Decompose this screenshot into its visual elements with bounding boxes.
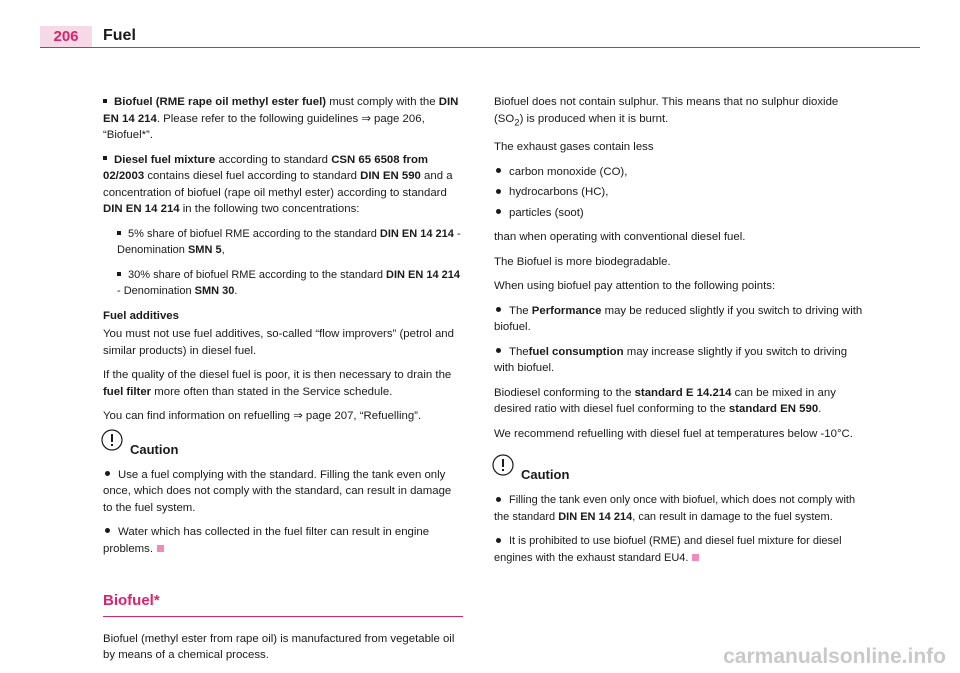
biofuel-paragraph: Biofuel (methyl ester from rape oil) is manufactured from vegetable oil by means of a chemical process. (103, 632, 455, 661)
text: may increase slightly if you switch to driving with biofuel. (494, 345, 848, 375)
square-bullet-icon (103, 156, 107, 160)
text: may be reduced slightly if you switch to driving with biofuel. (494, 304, 863, 334)
section-divider (103, 616, 463, 617)
warning-icon (101, 429, 123, 451)
sulphur-paragraph (494, 94, 864, 131)
text: - Denomination (117, 285, 195, 297)
bullet-biofuel-rme (103, 94, 463, 144)
standard-ref: CSN 65 6508 from 02/2003 (103, 153, 429, 182)
fuel-filter-paragraph (103, 367, 463, 400)
text: 30% share of biofuel RME according to the standard (128, 268, 387, 281)
text: and a concentration of biofuel (rape oil methyl ester) according to standard (103, 170, 453, 199)
left-column (103, 94, 463, 672)
subheading-fuel-additives (103, 308, 463, 325)
warning-icon (492, 454, 514, 476)
square-bullet-icon (117, 231, 121, 235)
point-performance (494, 303, 864, 336)
round-bullet-icon (105, 528, 110, 533)
list-item (494, 184, 864, 201)
bold-term: fuel filter (103, 385, 152, 398)
subheading-text: Fuel additives (103, 309, 179, 322)
text: hydrocarbons (HC), (509, 186, 609, 199)
standard-ref: DIN EN 590 (360, 170, 421, 182)
end-marker-icon (692, 554, 699, 561)
text: . (234, 285, 238, 297)
right-column (494, 94, 864, 574)
refuelling-link-paragraph: You can find information on refuelling ⇒ page 207, “Refuelling”. (103, 410, 422, 422)
standard-ref: DIN EN 14 214 (386, 268, 461, 281)
point-consumption (494, 344, 864, 377)
bullet-title: Biofuel (RME rape oil methyl ester fuel) (114, 96, 327, 108)
text: The (509, 345, 529, 358)
text: according to standard (215, 153, 332, 166)
page-title: Fuel (103, 27, 136, 44)
caution-bullet (103, 524, 463, 557)
list-item (494, 205, 864, 222)
denomination: SMN 30 (194, 285, 235, 297)
standard-ref: DIN EN 14 214 (103, 203, 180, 215)
section-title-biofuel: Biofuel* (103, 592, 160, 609)
caution-bullet (494, 492, 864, 525)
biodegradable-paragraph: The Biofuel is more biodegradable. (494, 255, 671, 268)
text: , (221, 244, 225, 256)
exhaust-paragraph: The exhaust gases contain less (494, 141, 654, 154)
round-bullet-icon (496, 209, 501, 214)
text: Filling the tank even only once with biofuel, which does not comply with the standard (494, 494, 856, 523)
caution-title: Caution (130, 441, 179, 457)
text: . Please refer to the following guidelines ⇒ page 206, “Biofuel*”. (103, 112, 425, 141)
biodiesel-paragraph (494, 385, 864, 418)
caution-bullet (494, 533, 864, 566)
text: must comply with the (326, 96, 439, 108)
round-bullet-icon (496, 497, 501, 502)
sub-bullet-smn30 (103, 267, 463, 300)
text: ) is produced when it is burnt. (519, 112, 669, 125)
temperature-paragraph: We recommend refuelling with diesel fuel at temperatures below -10°C. (494, 427, 853, 440)
watermark: carmanualsonline.info (723, 645, 946, 668)
text: in the following two concentrations: (179, 203, 360, 215)
text: . (818, 403, 822, 416)
text: contains diesel fuel according to standard (144, 170, 361, 182)
text: Water which has collected in the fuel filter can result in engine problems. (103, 526, 430, 555)
caution-heading (103, 439, 463, 461)
standard-ref: DIN EN 14 214 (558, 510, 633, 523)
text: The (509, 304, 532, 317)
caution-heading (494, 464, 864, 486)
caution-bullet (103, 467, 463, 517)
text: 5% share of biofuel RME according to the standard (128, 227, 380, 240)
standard-ref: standard E 14.214 (634, 386, 732, 399)
text: Biodiesel conforming to the (494, 386, 635, 399)
bold-term: Performance (531, 304, 602, 317)
square-bullet-icon (117, 272, 121, 276)
sub-bullet-smn5 (103, 226, 463, 259)
comparison-paragraph: than when operating with conventional diesel fuel. (494, 231, 746, 244)
bullet-title: Diesel fuel mixture (114, 153, 216, 166)
text: carbon monoxide (CO), (509, 165, 628, 178)
list-item (494, 164, 864, 181)
round-bullet-icon (496, 189, 501, 194)
denomination: SMN 5 (187, 244, 222, 256)
text: , can result in damage to the fuel system. (632, 510, 833, 523)
round-bullet-icon (496, 538, 501, 543)
text: It is prohibited to use biofuel (RME) and diesel fuel mixture for diesel engines with the exhaust standard EU4. (494, 535, 842, 564)
text: can be mixed in any desired ratio with diesel fuel conforming to the (494, 386, 836, 416)
round-bullet-icon (496, 168, 501, 173)
standard-ref: standard EN 590 (728, 403, 819, 416)
text: more often than stated in the Service schedule. (151, 385, 393, 398)
standard-ref: DIN EN 14 214 (103, 96, 459, 125)
standard-ref: DIN EN 14 214 (379, 227, 454, 240)
round-bullet-icon (105, 471, 110, 476)
subscript: 2 (514, 116, 520, 128)
bullet-diesel-mixture (103, 152, 463, 218)
attention-paragraph: When using biofuel pay attention to the following points: (494, 280, 776, 293)
page-number: 206 (40, 26, 92, 48)
round-bullet-icon (496, 348, 501, 353)
caution-title: Caution (521, 467, 570, 483)
round-bullet-icon (496, 307, 501, 312)
additives-paragraph: You must not use fuel additives, so-called “flow improvers” (petrol and similar products) in diesel fuel. (103, 328, 454, 357)
text: Use a fuel complying with the standard. Filling the tank even only once, which does not comply with the standard, can result in damage to the fuel system. (103, 468, 452, 514)
square-bullet-icon (103, 99, 107, 103)
bold-term: fuel consumption (528, 345, 624, 358)
end-marker-icon (157, 545, 164, 552)
header-divider (40, 47, 920, 48)
text: - Denomination (117, 227, 461, 256)
text: Biofuel does not contain sulphur. This means that no sulphur dioxide (SO (494, 96, 839, 125)
text: particles (soot) (509, 206, 584, 219)
text: If the quality of the diesel fuel is poor, it is then necessary to drain the (103, 369, 452, 381)
